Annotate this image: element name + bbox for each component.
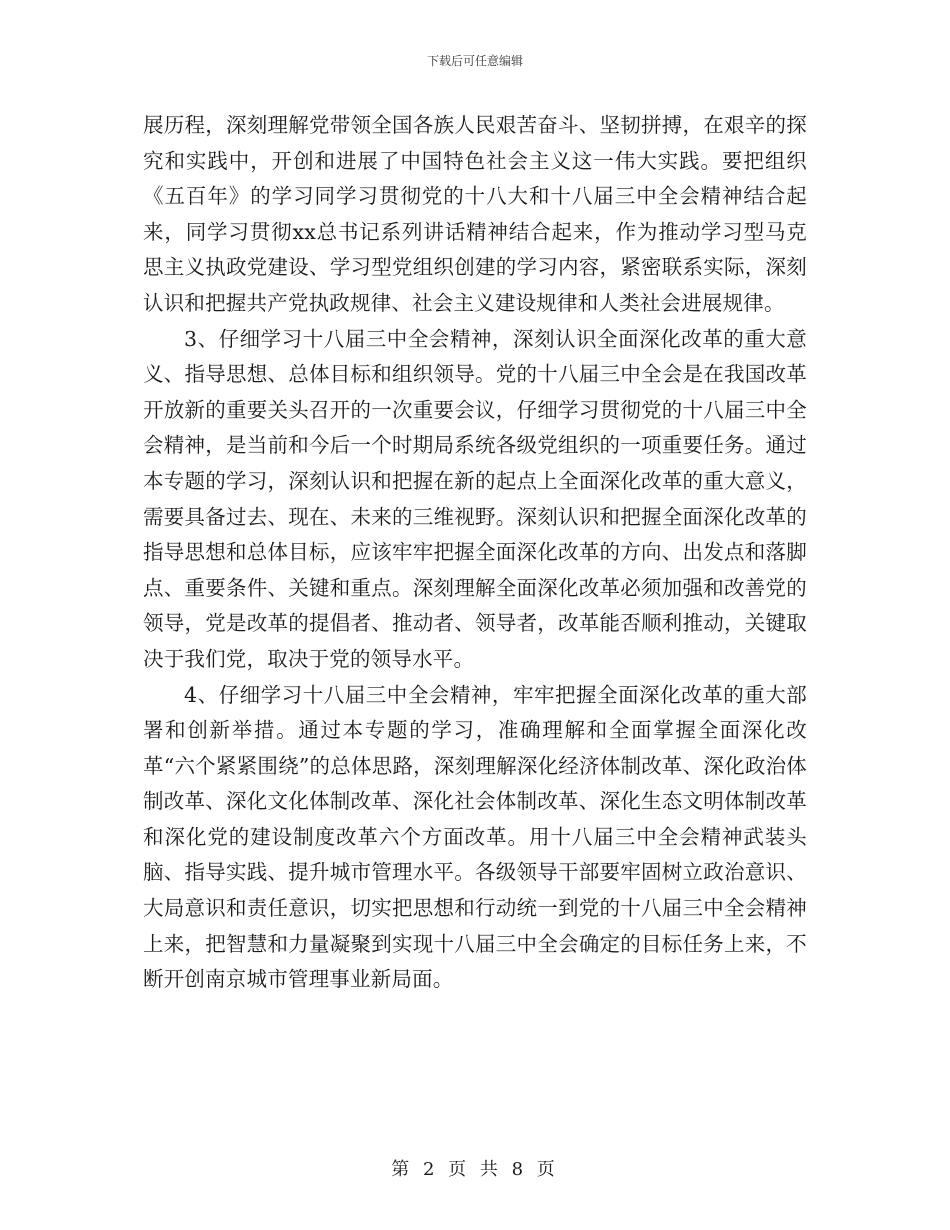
page-header: 下载后可任意编辑 [426,54,523,68]
paragraph-3: 4、仔细学习十八届三中全会精神，牢牢把握全面深化改革的重大部署和创新举措。通过本专题的学习，准确理解和全面掌握全面深化改革“六个紧紧围绕”的总体思路，深刻理解深化经济体制改革、深化政治体制改革、深化文化体制改革、深化社会体制改革、深化生态文明体制改革和深化党的建设制度改革六个方面改革。用十八届三中全会精神武装头脑、指导实践、提升城市管理水平。各级领导干部要牢固树立政治意识、大局意识和责任意识，切实把思想和行动统一到党的十八届三中全会精神上来，把智慧和力量凝聚到实现十八届三中全会确定的目标任务上来，不断开创南京城市管理事业新局面。 [143,682,807,992]
page-number: 第 2 页 共 8 页 [391,1159,559,1180]
paragraph-1: 展历程，深刻理解党带领全国各族人民艰苦奋斗、坚韧拼搏，在艰辛的探究和实践中，开创和进展了中国特色社会主义这一伟大实践。要把组织《五百年》的学习同学习贯彻党的十八大和十八届三中全会精神结合起来，同学习贯彻xx总书记系列讲话精神结合起来，作为推动学习型马克思主义执政党建设、学习型党组织创建的学习内容，紧密联系实际，深刻认识和把握共产党执政规律、社会主义建设规律和人类社会进展规律。 [143,113,807,315]
document-body [143,108,807,998]
paragraph-2: 3、仔细学习十八届三中全会精神，深刻认识全面深化改革的重大意义、指导思想、总体目标和组织领导。党的十八届三中全会是在我国改革开放新的重要关头召开的一次重要会议，仔细学习贯彻党的十八届三中全会精神，是当前和今后一个时期局系统各级党组织的一项重要任务。通过本专题的学习，深刻认识和把握在新的起点上全面深化改革的重大意义，需要具备过去、现在、未来的三维视野。深刻认识和把握全面深化改革的指导思想和总体目标，应该牢牢把握全面深化改革的方向、出发点和落脚点、重要条件、关键和重点。深刻理解全面深化改革必须加强和改善党的领导，党是改革的提倡者、推动者、领导者，改革能否顺利推动，关键取决于我们党，取决于党的领导水平。 [143,326,807,671]
